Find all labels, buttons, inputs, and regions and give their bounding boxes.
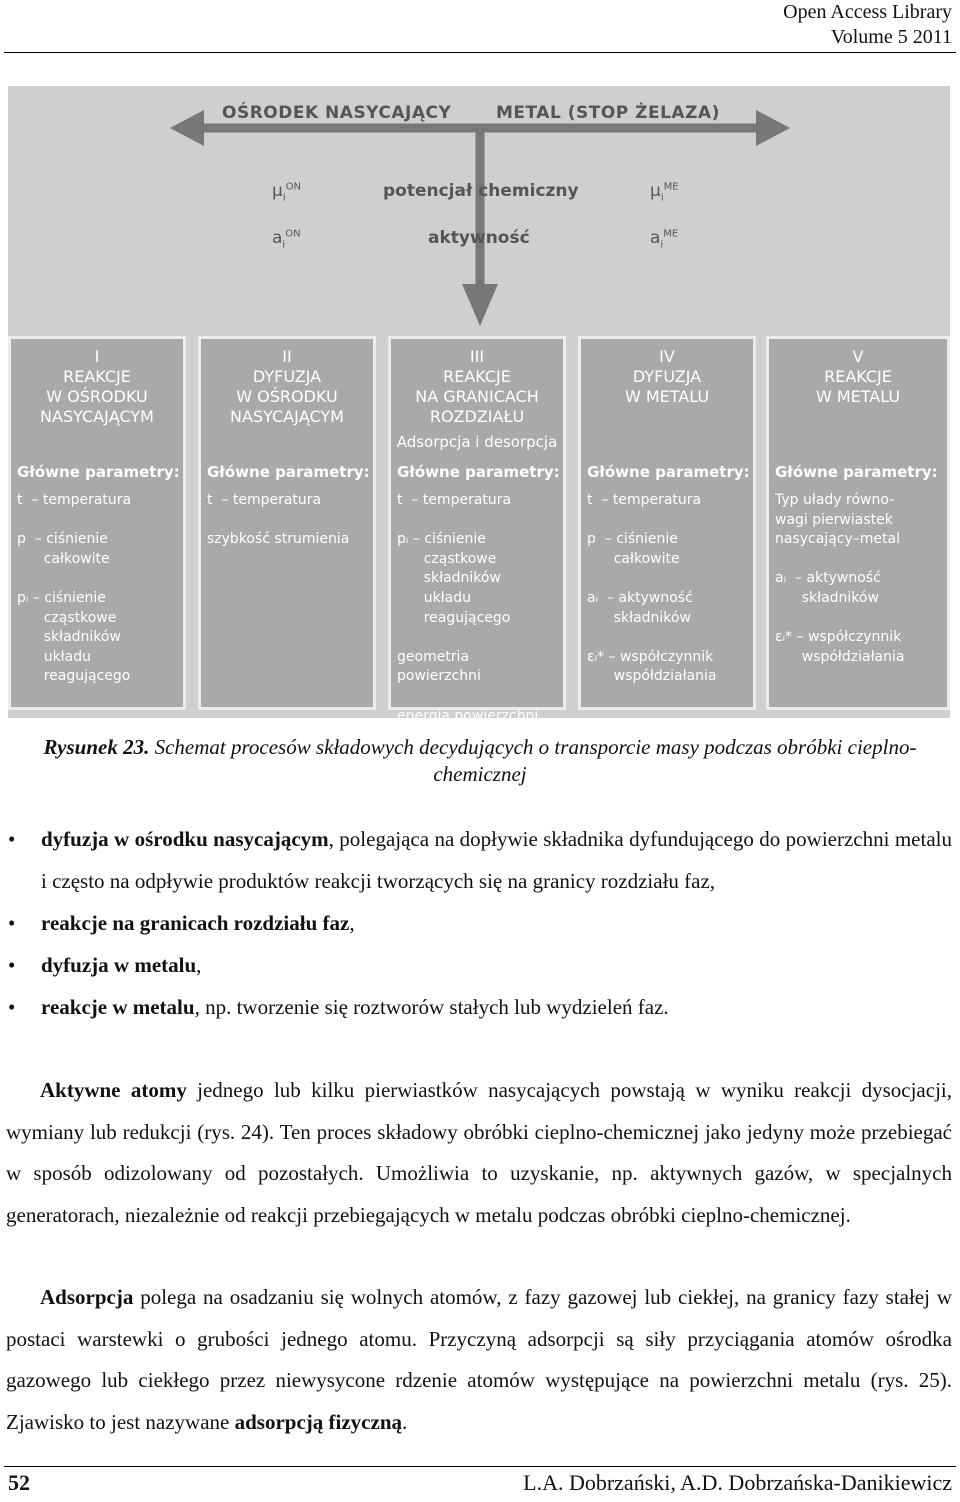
column-params-header: Główne parametry: [17, 463, 180, 481]
page-number: 52 [8, 1470, 30, 1495]
column-params: t – temperatura szybkość strumienia [207, 492, 350, 548]
caption-label: Rysunek 23. [43, 735, 150, 759]
column-params: t – temperatura p – ciśnienie całkowite pᵢ – ciśnienie cząstkowe składników układu reagującego [17, 492, 132, 685]
label-metal: METAL (STOP ŻELAZA) [496, 103, 720, 123]
list-item: • dyfuzja w ośrodku nasycającym, polegająca na dopływie składnika dyfundującego do powierzchni metalu i często na odpływie produktów reakcji tworzących się na granicy rozdziału faz, [0, 818, 960, 902]
process-list [0, 818, 960, 1028]
column-5 [766, 336, 950, 710]
running-header [783, 0, 952, 50]
column-params: t – temperatura p – ciśnienie całkowite aᵢ – aktywność składników εᵢ* – współczynnik współdziałania [587, 492, 717, 685]
down-arrowhead [462, 284, 498, 326]
a-on-symbol: $a_i^{ON}$ [272, 228, 301, 251]
column-subtitle: Adsorpcja i desorpcja [396, 433, 558, 451]
paragraph-adsorption: Adsorpcja polega na osadzaniu się wolnych atomów, z fazy gazowej lub ciekłej, na granicy fazy stałej w postaci warstewki o grubości jednego atomu. Przyczyną adsorpcji są siły przyciągania atomów ośrodka gazowego lub ciekłego przez niewysycone rdzenie atomów występujące na powierzchni metalu (rys. 25). Zjawisko to jest nazywane adsorpcją fizyczną. [6, 1285, 952, 1434]
label-activity: aktywność [428, 228, 530, 248]
column-title: II DYFUZJA W OŚRODKU NASYCAJĄCYM [230, 347, 344, 426]
column-2 [198, 336, 376, 710]
column-params: Typ ułady równo- wagi pierwiastek nasycający–metal aᵢ – aktywność składników εᵢ* – współczynnik współdziałania [775, 492, 905, 665]
list-item: • reakcje w metalu, np. tworzenie się roztworów stałych lub wydzieleń faz. [0, 986, 960, 1028]
column-title: I REAKCJE W OŚRODKU NASYCAJĄCYM [40, 347, 154, 426]
figure-caption [8, 734, 952, 788]
column-params: t – temperatura pᵢ – ciśnienie cząstkowe składników układu reagującego geometria powierzchni energia powierzchni [397, 492, 539, 724]
list-item: • dyfuzja w metalu, [0, 944, 960, 986]
footer-authors: L.A. Dobrzański, A.D. Dobrzańska-Danikiewicz [523, 1470, 952, 1495]
mu-me-symbol: $\mu_i^{ME}$ [650, 181, 679, 204]
label-saturating-medium: OŚRODEK NASYCAJĄCY [222, 103, 452, 123]
column-title: III REAKCJE NA GRANICACH ROZDZIAŁU [415, 347, 539, 426]
column-params-header: Główne parametry: [587, 463, 750, 481]
a-me-symbol: $a_i^{ME}$ [650, 228, 679, 251]
footer-rule [4, 1466, 956, 1467]
header-series: Open Access Library [783, 1, 952, 23]
column-1 [8, 336, 186, 710]
column-params-header: Główne parametry: [397, 463, 560, 481]
column-title: IV DYFUZJA W METALU [624, 347, 710, 406]
column-params-header: Główne parametry: [207, 463, 370, 481]
column-params-header: Główne parametry: [775, 463, 938, 481]
figure-top-labels [8, 103, 950, 133]
header-volume: Volume 5 2011 [830, 26, 952, 48]
list-item: • reakcje na granicach rozdziału faz, [0, 902, 960, 944]
process-diagram [8, 86, 950, 724]
caption-text: Schemat procesów składowych decydujących o transporcie masy podczas obróbki cieplno-chemicznej [149, 735, 917, 786]
mu-on-symbol: $\mu_i^{ON}$ [272, 181, 301, 204]
paragraph-active-atoms: Aktywne atomy jednego lub kilku pierwiastków nasycających powstają w wyniku reakcji dysocjacji, wymiany lub redukcji (rys. 24). Ten proces składowy obróbki cieplno-chemicznej jako jedyny może przebiegać w sposób odizolowany od pozostałych. Umożliwia to uzyskanie, np. aktywnych gazów, w specjalnych generatorach, niezależnie od reakcji przebiegających w metalu podczas obróbki cieplno-chemicznej. [6, 1078, 952, 1227]
label-chemical-potential: potencjał chemiczny [383, 181, 579, 201]
header-rule [4, 52, 956, 53]
column-3 [388, 336, 566, 724]
column-4 [578, 336, 756, 710]
column-title: V REAKCJE W METALU [815, 347, 901, 406]
